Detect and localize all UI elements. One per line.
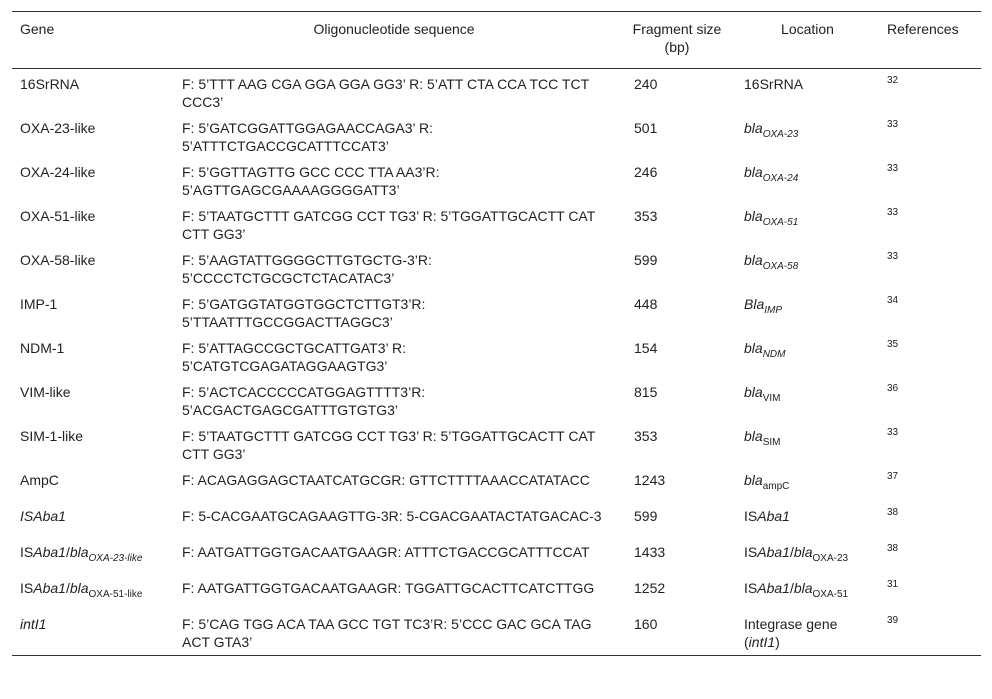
size-cell: 501 [634, 120, 658, 136]
table-row [12, 291, 981, 335]
size-cell: 599 [634, 508, 658, 524]
location-italic: Aba1 [757, 508, 790, 524]
gene-subscript: OXA-51-like [88, 588, 143, 600]
size-cell: 353 [634, 428, 658, 444]
sequence-cell: F: 5’ACTCACCCCCATGGAGTTTT3’R: 5’ACGACTGAGCGATTTGTGTG3’ [182, 384, 426, 418]
gene-cell: OXA-58-like [20, 252, 96, 268]
gene-cell: ISAba1 [20, 508, 66, 524]
location-base: bla [744, 120, 763, 136]
gene-cell: intI1 [12, 611, 168, 656]
gene-cell: SIM-1-like [20, 428, 84, 444]
location-cell [734, 423, 881, 467]
location-base: bla [744, 472, 763, 488]
reference-number: 33 [887, 427, 899, 438]
header-references: References [881, 12, 981, 69]
sequence-cell: F: 5’TTT AAG CGA GGA GGA GG3’ R: 5’ATT CTA CCA TCC TCT CCC3’ [182, 76, 589, 110]
location-cell: 16SrRNA [744, 76, 804, 92]
location-italic: intI1 [748, 634, 776, 650]
table-row [12, 423, 981, 467]
gene-italic: Aba1 [33, 544, 66, 560]
reference-number: 39 [887, 615, 899, 626]
location-subscript: OXA-23 [762, 128, 799, 140]
location-base: bla [744, 428, 763, 444]
location-cell [734, 503, 881, 539]
table-row [12, 335, 981, 379]
location-cell [734, 379, 881, 423]
size-cell: 154 [634, 340, 658, 356]
size-cell: 160 [620, 611, 734, 656]
location-subscript: NDM [762, 348, 786, 360]
location-prefix: IS [744, 544, 758, 560]
location-subscript: OXA-51 [812, 588, 849, 600]
sequence-cell: F: 5’TAATGCTTT GATCGG CCT TG3’ R: 5’TGGATTGCACTT CAT CTT GG3’ [182, 428, 596, 462]
gene-cell: OXA-51-like [20, 208, 96, 224]
location-cell [734, 611, 881, 656]
location-subscript: ampC [762, 480, 790, 492]
location-italic: Aba1 [757, 544, 790, 560]
gene-slash: / [65, 544, 70, 560]
location-prefix: IS [744, 580, 758, 596]
reference-cell [881, 539, 981, 575]
header-fragment-size: Fragment size (bp) [620, 12, 734, 69]
table-row [12, 575, 981, 611]
sequence-cell: F: 5’TAATGCTTT GATCGG CCT TG3’ R: 5’TGGATTGCACTT CAT CTT GG3’ [182, 208, 596, 242]
location-subscript: IMP [764, 304, 783, 316]
gene-slash: / [65, 580, 70, 596]
location-cell [734, 575, 881, 611]
table-row [12, 379, 981, 423]
sequence-cell: F: 5’ATTAGCCGCTGCATTGAT3’ R: 5’CATGTCGAGATAGGAAGTG3’ [182, 340, 406, 374]
size-cell: 1252 [634, 580, 666, 596]
location-subscript: VIM [762, 392, 781, 404]
reference-cell [881, 611, 981, 656]
gene-cell: IMP-1 [20, 296, 58, 312]
location-base: bla [744, 164, 763, 180]
location-slash: / [789, 580, 794, 596]
gene-prefix: IS [20, 580, 34, 596]
location-cell [734, 291, 881, 335]
table-row [12, 247, 981, 291]
sequence-cell: F: ACAGAGGAGCTAATCATGCGR: GTTCTTTTAAACCATATACC [182, 472, 590, 488]
size-cell: 815 [634, 384, 658, 400]
size-cell: 599 [634, 252, 658, 268]
header-gene: Gene [12, 12, 168, 69]
size-cell: 1433 [634, 544, 666, 560]
reference-cell [881, 335, 981, 379]
location-bla: bla [793, 544, 813, 560]
reference-cell [881, 423, 981, 467]
table-row [12, 539, 981, 575]
size-cell: 353 [634, 208, 658, 224]
primer-table [12, 11, 981, 656]
table-row [12, 159, 981, 203]
table-row [12, 203, 981, 247]
reference-number: 34 [887, 295, 899, 306]
reference-cell [881, 159, 981, 203]
sequence-cell: F: 5’GGTTAGTTG GCC CCC TTA AA3’R: 5’AGTTGAGCGAAAAGGGGATT3’ [182, 164, 440, 198]
reference-cell [881, 69, 981, 116]
location-slash: / [789, 544, 794, 560]
location-base: bla [744, 340, 763, 356]
sequence-cell: F: 5’GATCGGATTGGAGAACCAGA3’ R: 5’ATTTCTGACCGCATTTCCAT3’ [182, 120, 433, 154]
location-subscript: OXA-58 [762, 260, 799, 272]
reference-cell [881, 503, 981, 539]
gene-cell: VIM-like [20, 384, 71, 400]
location-subscript: SIM [762, 436, 781, 448]
location-cell [734, 335, 881, 379]
header-sequence: Oligonucleotide sequence [168, 12, 620, 69]
reference-cell [881, 575, 981, 611]
gene-cell [12, 539, 168, 575]
location-cell [734, 115, 881, 159]
location-base: bla [744, 384, 763, 400]
gene-italic: Aba1 [33, 580, 66, 596]
gene-subscript: OXA-23-like [88, 552, 143, 564]
location-base: bla [744, 252, 763, 268]
sequence-cell: F: 5’GATGGTATGGTGGCTCTTGT3’R: 5’TTAATTTGCCGGACTTAGGC3’ [182, 296, 426, 330]
reference-number: 38 [887, 543, 899, 554]
reference-number: 35 [887, 339, 899, 350]
sequence-cell: F: AATGATTGGTGACAATGAAGR: TGGATTGCACTTCATCTTGG [182, 580, 595, 596]
size-cell: 1243 [634, 472, 666, 488]
location-cell [734, 247, 881, 291]
reference-cell [881, 291, 981, 335]
reference-number: 31 [887, 579, 899, 590]
location-base: Bla [744, 296, 765, 312]
table-row [12, 467, 981, 503]
gene-cell: OXA-24-like [20, 164, 96, 180]
gene-bla: bla [69, 580, 89, 596]
location-subscript: OXA-51 [762, 216, 799, 228]
reference-number: 33 [887, 251, 899, 262]
header-location: Location [734, 12, 881, 69]
gene-cell: 16SrRNA [20, 76, 80, 92]
reference-cell [881, 247, 981, 291]
location-subscript: OXA-24 [762, 172, 799, 184]
reference-cell [881, 379, 981, 423]
location-bla: bla [793, 580, 813, 596]
sequence-cell: F: AATGATTGGTGACAATGAAGR: ATTTCTGACCGCATTTCCAT [182, 544, 590, 560]
location-cell [734, 203, 881, 247]
gene-cell [12, 575, 168, 611]
sequence-cell: F: 5’CAG TGG ACA TAA GCC TGT TC3’R: 5’CCC GAC GCA TAG ACT GTA3’ [168, 611, 620, 656]
table-row [12, 503, 981, 539]
reference-cell [881, 467, 981, 503]
reference-number: 32 [887, 75, 899, 86]
location-cell [734, 159, 881, 203]
location-italic: Aba1 [757, 580, 790, 596]
reference-number: 33 [887, 207, 899, 218]
reference-number: 36 [887, 383, 899, 394]
reference-cell [881, 115, 981, 159]
size-cell: 240 [634, 76, 658, 92]
gene-cell: AmpC [20, 472, 59, 488]
location-close: ) [775, 634, 780, 650]
size-cell: 246 [634, 164, 658, 180]
reference-number: 37 [887, 471, 899, 482]
gene-prefix: IS [20, 544, 34, 560]
sequence-cell: F: 5’AAGTATTGGGGCTTGTGCTG-3’R: 5’CCCCTCTGCGCTCTACATAC3’ [182, 252, 432, 286]
table-row [12, 69, 981, 116]
location-subscript: OXA-23 [812, 552, 849, 564]
location-cell [734, 539, 881, 575]
table-row [12, 115, 981, 159]
gene-bla: bla [69, 544, 89, 560]
gene-cell: NDM-1 [20, 340, 65, 356]
reference-number: 38 [887, 507, 899, 518]
reference-number: 33 [887, 163, 899, 174]
table-row [12, 611, 981, 656]
reference-cell [881, 203, 981, 247]
reference-number: 33 [887, 119, 899, 130]
gene-cell: OXA-23-like [20, 120, 96, 136]
location-base: bla [744, 208, 763, 224]
location-cell [734, 467, 881, 503]
size-cell: 448 [634, 296, 658, 312]
sequence-cell: F: 5-CACGAATGCAGAAGTTG-3R: 5-CGACGAATACTATGACAC-3 [182, 508, 602, 524]
location-prefix: IS [744, 508, 758, 524]
location-text: Integrase gene ( [744, 616, 838, 650]
table-header-row [12, 12, 981, 69]
